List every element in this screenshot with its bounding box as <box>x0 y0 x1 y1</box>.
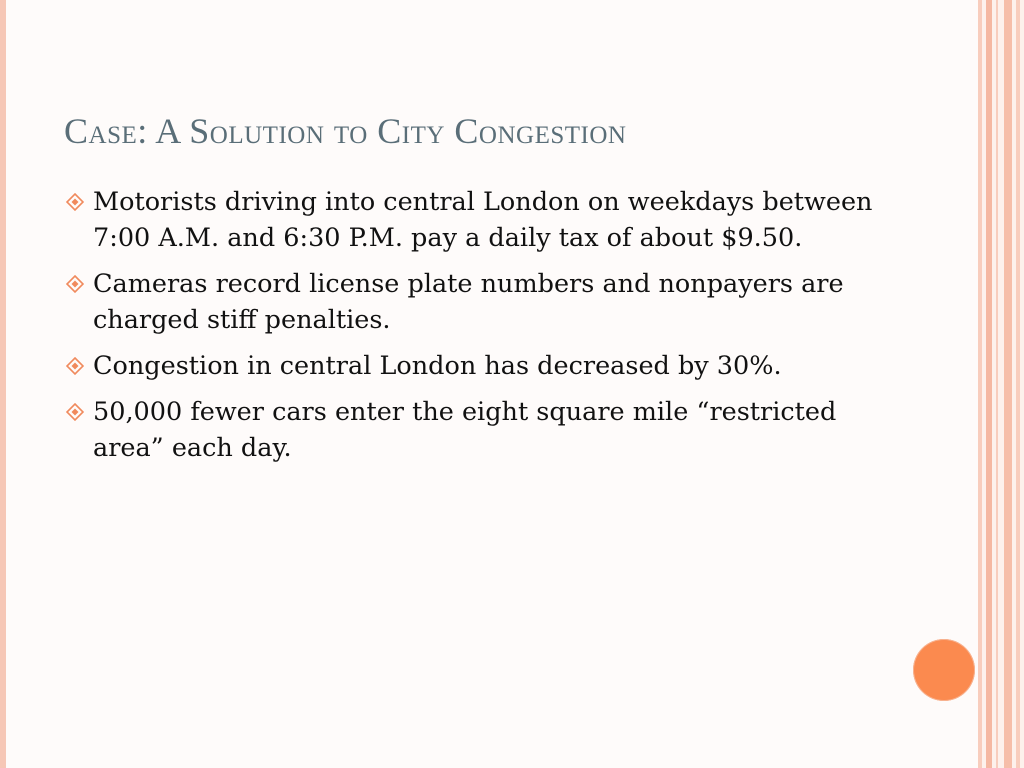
left-edge-stripe <box>0 0 6 768</box>
bullet-item <box>66 348 886 384</box>
bullet-text: Cameras record license plate numbers and nonpayers are charged stiff penalties. <box>93 269 844 335</box>
bullet-text: 50,000 fewer cars enter the eight square mile “restricted area” each day. <box>93 397 837 463</box>
accent-circle <box>913 639 975 701</box>
diamond-bullet-icon <box>66 193 84 211</box>
bullet-item <box>66 394 886 466</box>
bullet-text: Congestion in central London has decreased by 30%. <box>93 351 782 381</box>
diamond-bullet-icon <box>66 403 84 421</box>
bullet-item <box>66 184 886 256</box>
diamond-bullet-icon <box>66 275 84 293</box>
decorative-stripe <box>1016 0 1020 768</box>
decorative-stripe <box>1004 0 1012 768</box>
diamond-bullet-icon <box>66 357 84 375</box>
bullet-item <box>66 266 886 338</box>
bullet-text: Motorists driving into central London on weekdays between 7:00 A.M. and 6:30 P.M. pay a daily tax of about $9.50. <box>93 187 873 253</box>
decorative-stripe <box>978 0 982 768</box>
bullet-list <box>66 184 886 476</box>
slide-title: Case: A Solution to City Congestion <box>64 111 627 151</box>
decorative-stripe <box>986 0 992 768</box>
decorative-stripe <box>996 0 998 768</box>
